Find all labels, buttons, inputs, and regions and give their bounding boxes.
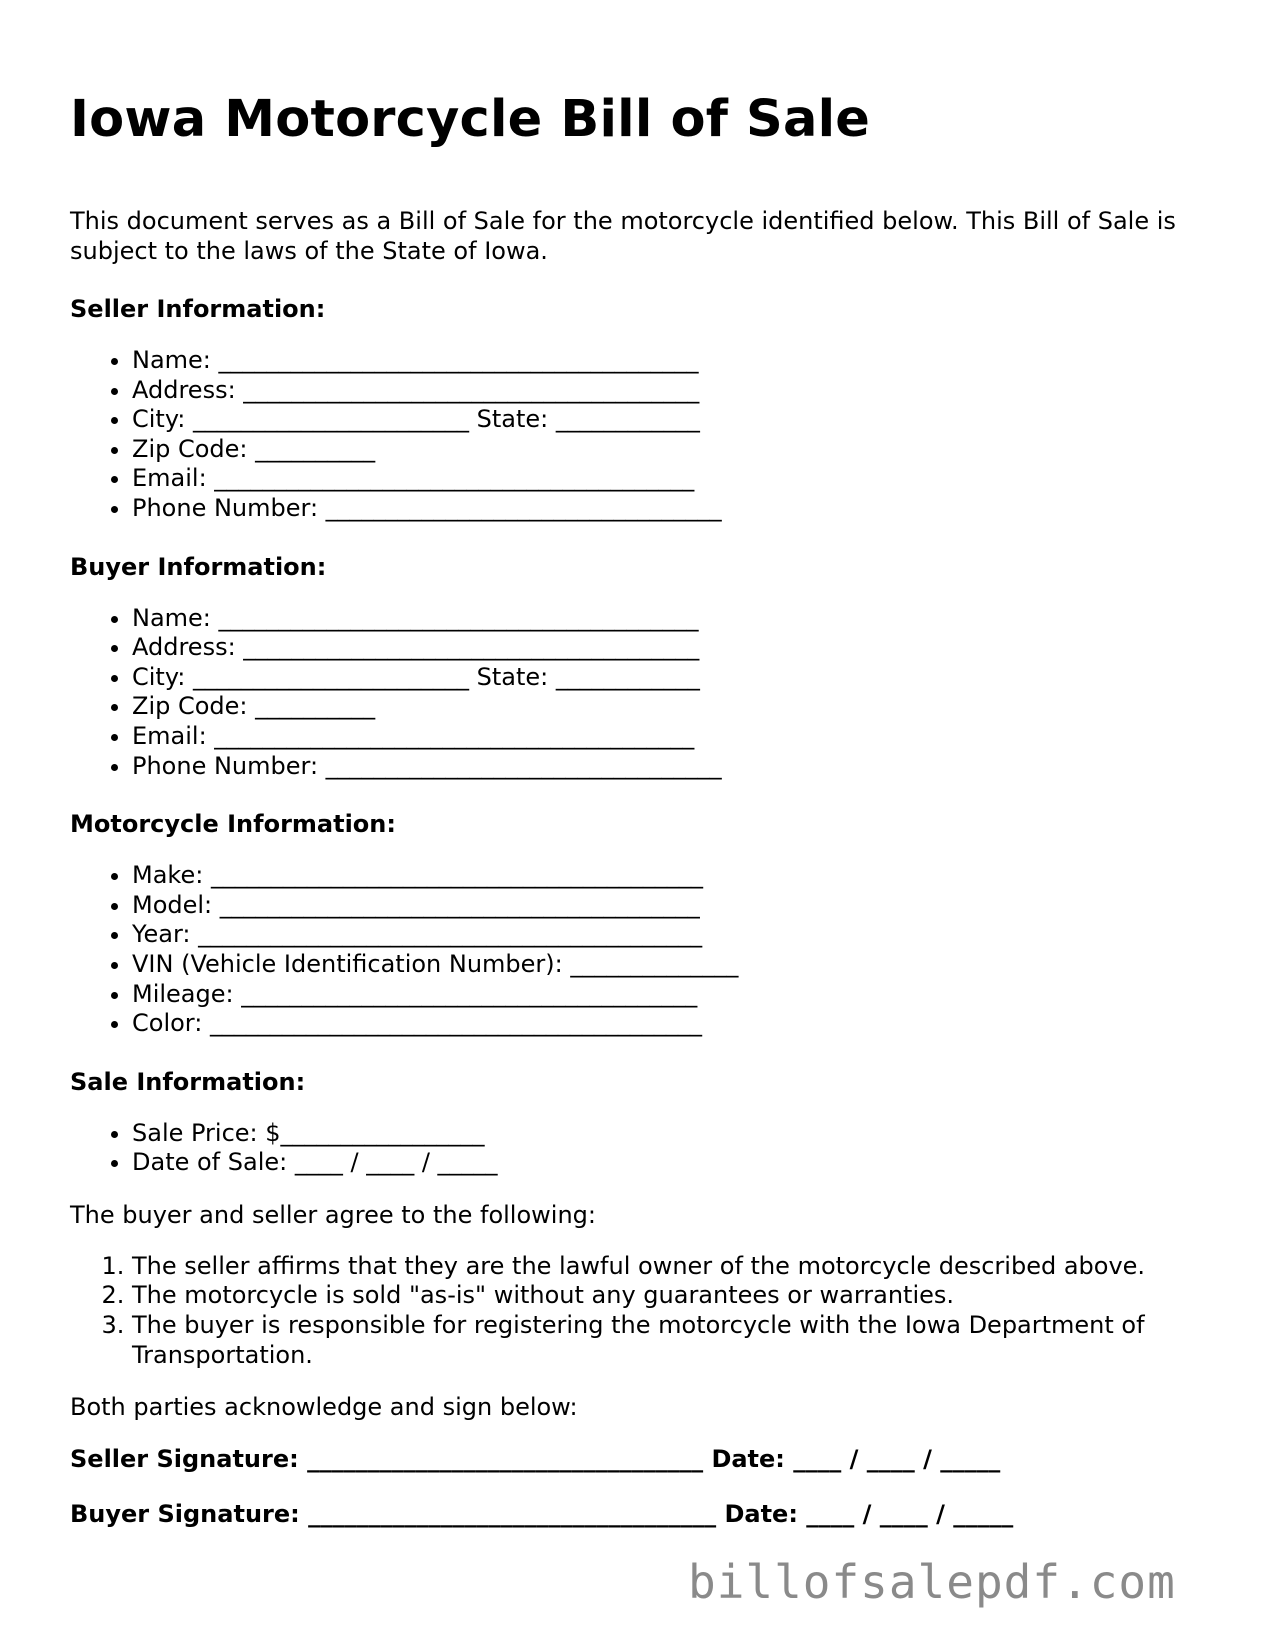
- motorcycle-mileage-field: • Mileage: ______________________________________: [132, 980, 1210, 1010]
- sale-fields: [70, 1119, 1210, 1178]
- seller-address-field: • Address: ______________________________________: [132, 376, 1210, 406]
- buyer-signature-line: Buyer Signature: __________________________________ Date: ____ / ____ / _____: [70, 1500, 1014, 1529]
- seller-city-state-field: • City: _______________________ State: ____________: [132, 405, 1210, 435]
- buyer-phone-field: • Phone Number: _________________________________: [132, 752, 1210, 782]
- seller-zip-field: • Zip Code: __________: [132, 435, 1210, 465]
- terms-list: [70, 1252, 1210, 1370]
- agreement-intro: The buyer and seller agree to the following:: [70, 1200, 596, 1229]
- watermark: billofsalepdf.com: [688, 1555, 1176, 1609]
- seller-signature-line: Seller Signature: _________________________________ Date: ____ / ____ / _____: [70, 1445, 1001, 1474]
- motorcycle-heading: Motorcycle Information:: [70, 810, 396, 839]
- motorcycle-color-field: • Color: _________________________________________: [132, 1009, 1210, 1039]
- buyer-city-state-field: • City: _______________________ State: ____________: [132, 663, 1210, 693]
- sale-date-field: • Date of Sale: ____ / ____ / _____: [132, 1148, 1210, 1178]
- motorcycle-fields: [70, 861, 1210, 1039]
- buyer-zip-field: • Zip Code: __________: [132, 692, 1210, 722]
- seller-name-field: • Name: ________________________________________: [132, 346, 1210, 376]
- page-title: Iowa Motorcycle Bill of Sale: [70, 90, 871, 149]
- motorcycle-make-field: • Make: _________________________________________: [132, 861, 1210, 891]
- intro-paragraph: This document serves as a Bill of Sale for the motorcycle identified below. This Bill of Sale is subject to the laws of the State of Iowa.: [70, 207, 1176, 265]
- term-item: 3. The buyer is responsible for registering the motorcycle with the Iowa Department of Transportation.: [132, 1311, 1210, 1370]
- seller-fields: [70, 346, 1210, 524]
- buyer-heading: Buyer Information:: [70, 552, 327, 581]
- motorcycle-model-field: • Model: ________________________________________: [132, 891, 1210, 921]
- seller-email-field: • Email: ________________________________________: [132, 464, 1210, 494]
- buyer-fields: [70, 604, 1210, 782]
- document-page: [70, 88, 1210, 1529]
- seller-phone-field: • Phone Number: _________________________________: [132, 494, 1210, 524]
- term-item: 2. The motorcycle is sold "as-is" without any guarantees or warranties.: [132, 1281, 1210, 1311]
- sale-heading: Sale Information:: [70, 1067, 306, 1096]
- buyer-name-field: • Name: ________________________________________: [132, 604, 1210, 634]
- acknowledge-text: Both parties acknowledge and sign below:: [70, 1393, 578, 1422]
- buyer-email-field: • Email: ________________________________________: [132, 722, 1210, 752]
- motorcycle-vin-field: • VIN (Vehicle Identification Number): ______________: [132, 950, 1210, 980]
- seller-heading: Seller Information:: [70, 295, 326, 323]
- buyer-address-field: • Address: ______________________________________: [132, 633, 1210, 663]
- motorcycle-year-field: • Year: __________________________________________: [132, 920, 1210, 950]
- term-item: 1. The seller affirms that they are the lawful owner of the motorcycle described above.: [132, 1252, 1210, 1282]
- sale-price-field: • Sale Price: $_________________: [132, 1119, 1210, 1149]
